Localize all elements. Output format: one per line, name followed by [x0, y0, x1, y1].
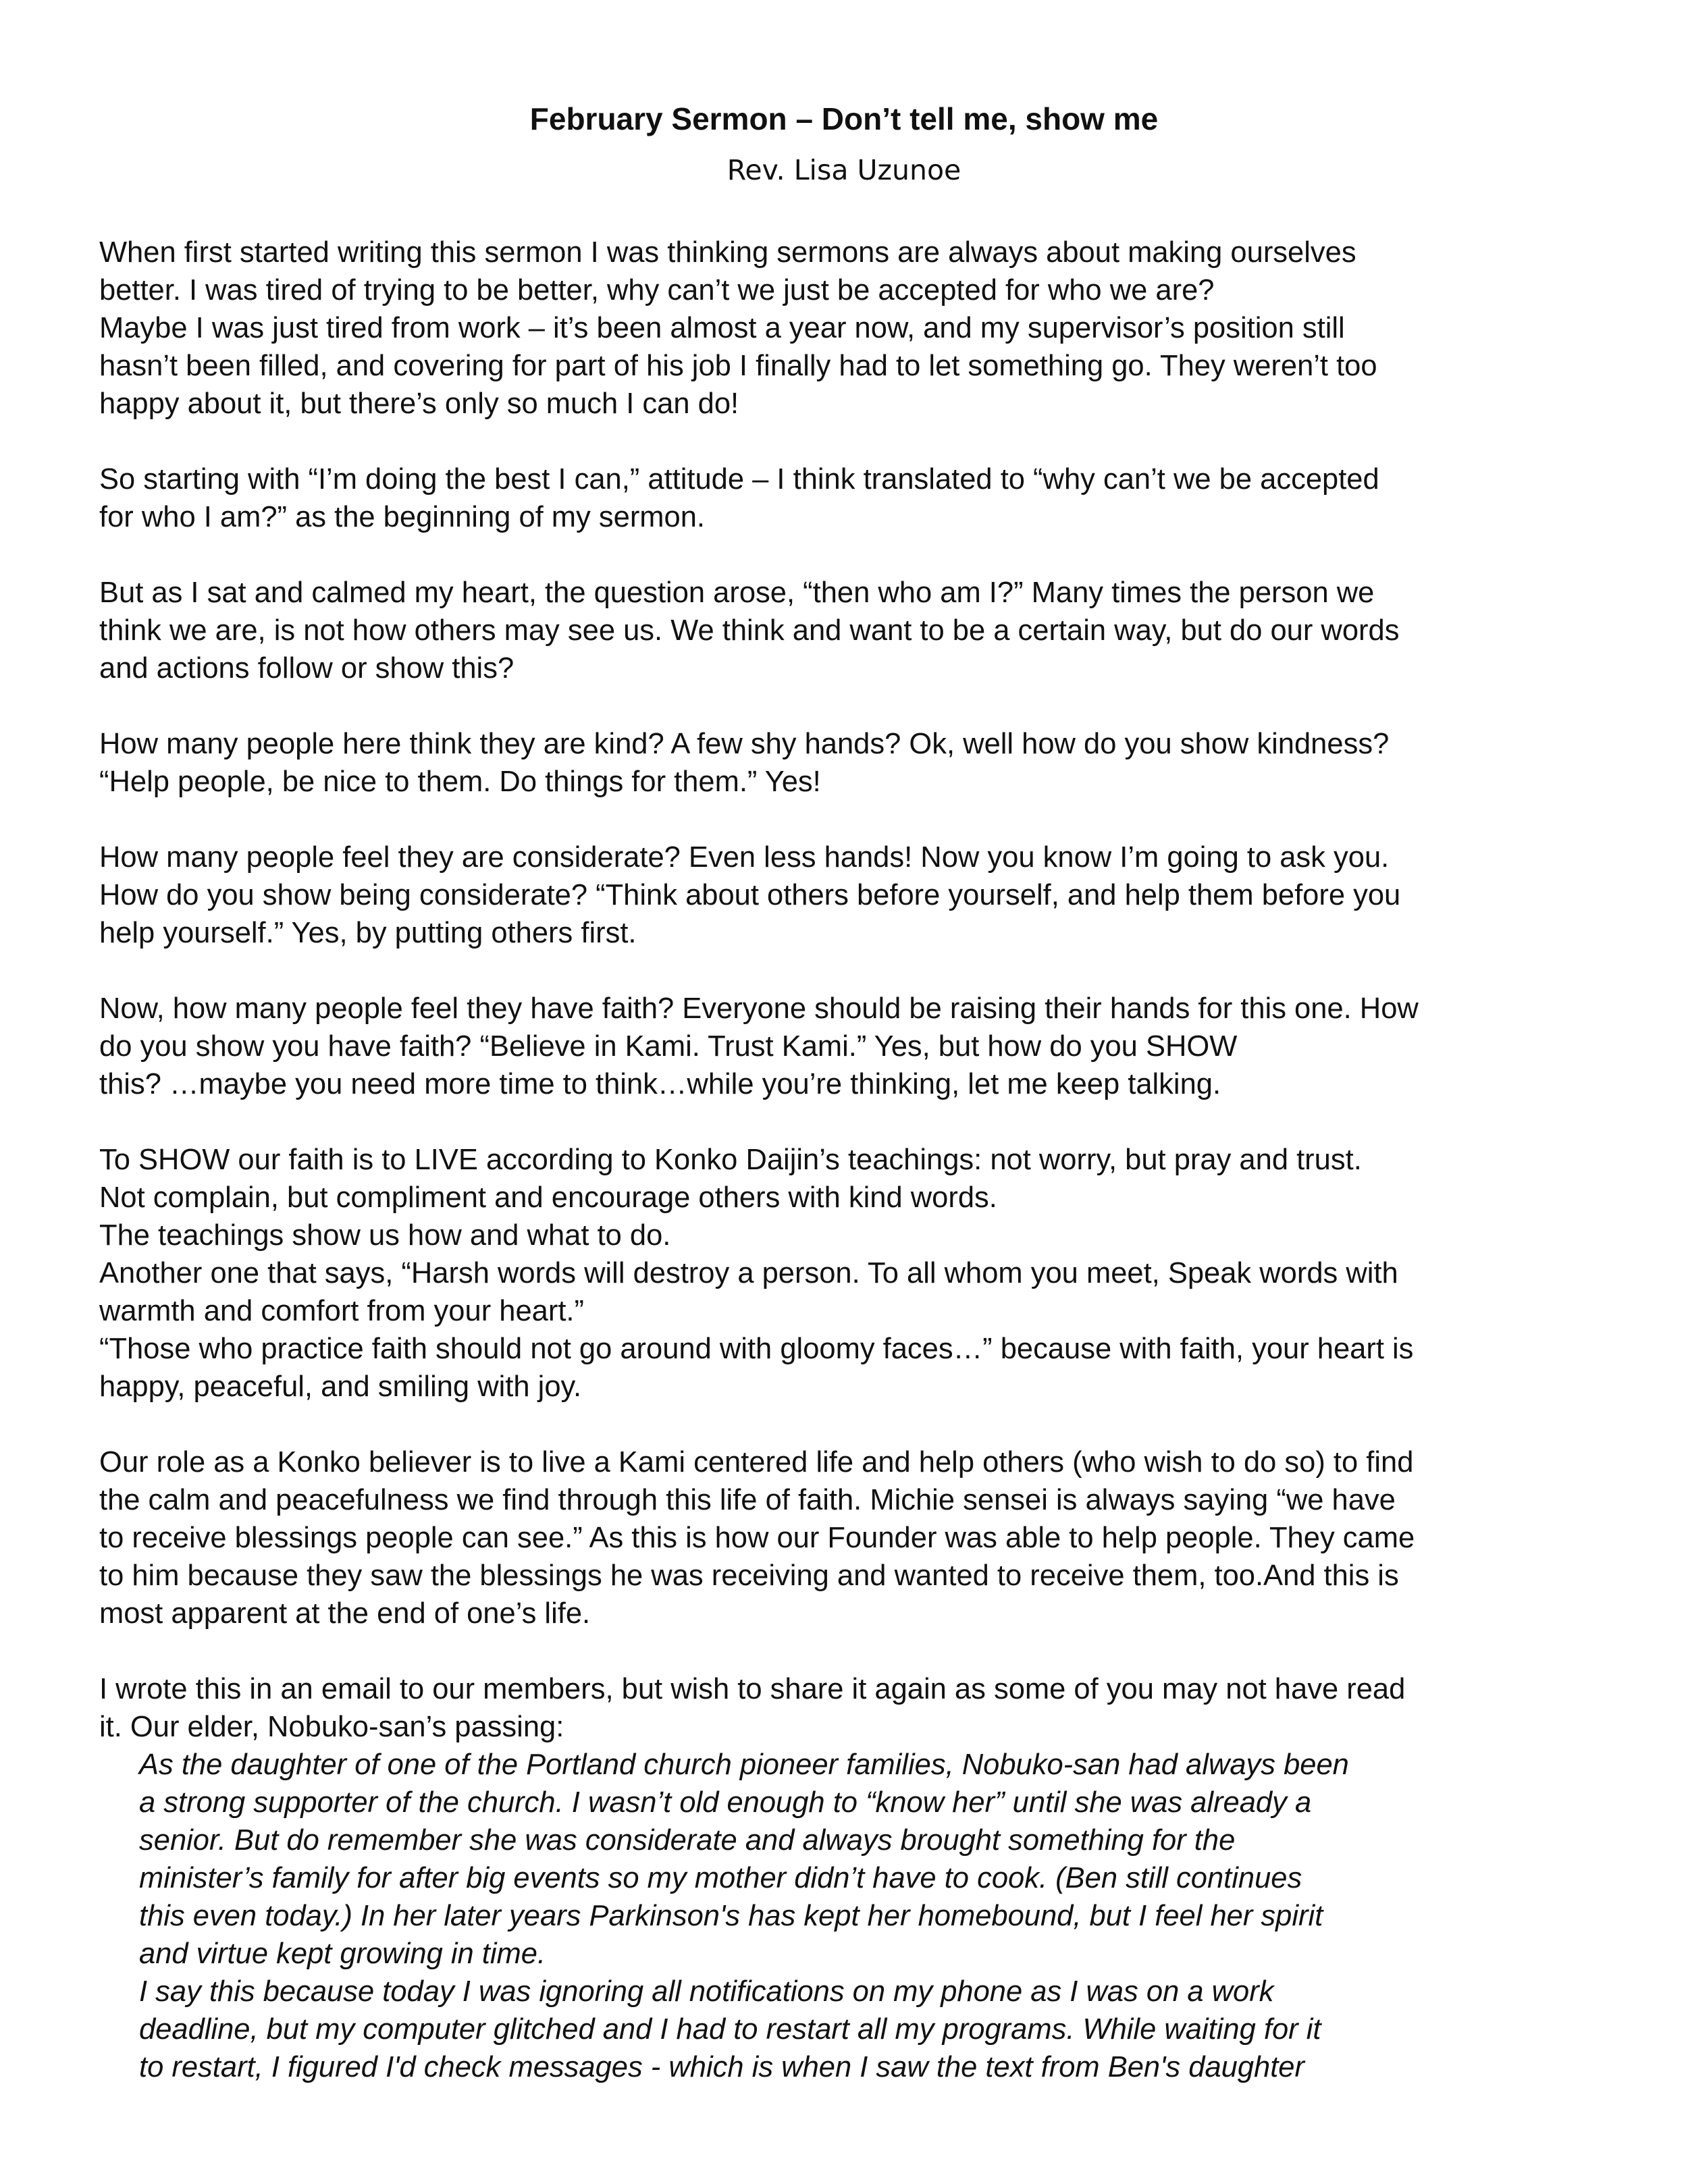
text-line: So starting with “I’m doing the best I can,” attitude – I think translated to “why can’t we be accepted	[99, 463, 1379, 496]
text-line: and actions follow or show this?	[99, 652, 515, 685]
text-line: do you show you have faith? “Believe in Kami. Trust Kami.” Yes, but how do you SHOW	[99, 1030, 1238, 1063]
text-line: How many people feel they are considerate? Even less hands! Now you know I’m going to ask you.	[99, 841, 1390, 874]
quote-line: As the daughter of one of the Portland church pioneer families, Nobuko-san had always been	[139, 1749, 1349, 1781]
quote-line: a strong supporter of the church. I wasn’t old enough to “know her” until she was already a	[139, 1786, 1312, 1819]
paragraph	[99, 838, 1612, 952]
text-line: happy about it, but there’s only so much I can do!	[99, 388, 739, 420]
paragraph	[99, 725, 1612, 801]
text-line: Not complain, but compliment and encourage others with kind words.	[99, 1181, 997, 1214]
text-line: help yourself.” Yes, by putting others first.	[99, 917, 637, 949]
paragraph	[99, 990, 1612, 1103]
paragraph	[99, 1141, 1612, 1406]
text-line: Another one that says, “Harsh words will destroy a person. To all whom you meet, Speak words with	[99, 1257, 1398, 1289]
paragraph	[99, 1670, 1612, 1746]
text-line: Maybe I was just tired from work – it’s been almost a year now, and my supervisor’s position still	[99, 312, 1345, 344]
paragraph	[99, 574, 1612, 687]
paragraph	[99, 234, 1612, 423]
text-line: the calm and peacefulness we find through this life of faith. Michie sensei is always saying “we have	[99, 1484, 1396, 1516]
author-name: Rev. Lisa Uzunoe	[727, 154, 961, 186]
text-line: it. Our elder, Nobuko-san’s passing:	[99, 1711, 564, 1743]
quote-line: to restart, I figured I'd check messages - which is when I saw the text from Ben's daughter	[139, 2051, 1304, 2083]
text-line: to him because they saw the blessings he was receiving and wanted to receive them, too.And this is	[99, 1560, 1399, 1592]
text-line: most apparent at the end of one’s life.	[99, 1597, 591, 1630]
text-line: think we are, is not how others may see us. We think and want to be a certain way, but do our words	[99, 614, 1400, 647]
text-line: Our role as a Konko believer is to live a Kami centered life and help others (who wish to do so) to find	[99, 1446, 1414, 1479]
text-line: “Help people, be nice to them. Do things for them.” Yes!	[99, 766, 821, 798]
text-line: The teachings show us how and what to do.	[99, 1219, 671, 1252]
paragraph	[99, 460, 1612, 536]
text-line: But as I sat and calmed my heart, the question arose, “then who am I?” Many times the person we	[99, 577, 1375, 609]
quote-line: senior. But do remember she was considerate and always brought something for the	[139, 1824, 1236, 1857]
paragraph	[99, 1443, 1612, 1632]
text-line: How many people here think they are kind? A few shy hands? Ok, well how do you show kindness?	[99, 728, 1390, 760]
page-title: February Sermon – Don’t tell me, show me	[529, 101, 1159, 136]
text-line: happy, peaceful, and smiling with joy.	[99, 1370, 582, 1403]
text-line: When first started writing this sermon I was thinking sermons are always about making ourselves	[99, 236, 1356, 269]
quote-line: I say this because today I was ignoring all notifications on my phone as I was on a work	[139, 1975, 1274, 2008]
quote-line: and virtue kept growing in time.	[139, 1938, 546, 1970]
sermon-body	[99, 234, 1612, 2086]
text-line: To SHOW our faith is to LIVE according to Konko Daijin’s teachings: not worry, but pray and trust.	[99, 1144, 1362, 1176]
text-line: “Those who practice faith should not go around with gloomy faces…” because with faith, your heart is	[99, 1333, 1414, 1365]
text-line: better. I was tired of trying to be better, why can’t we just be accepted for who we are?	[99, 274, 1215, 307]
quote-line: this even today.) In her later years Parkinson's has kept her homebound, but I feel her spirit	[139, 1900, 1323, 1932]
text-line: this? …maybe you need more time to think…while you’re thinking, let me keep talking.	[99, 1068, 1221, 1100]
quoted-email	[139, 1746, 1612, 2086]
quote-line: minister’s family for after big events so my mother didn’t have to cook. (Ben still continues	[139, 1862, 1302, 1894]
text-line: warmth and comfort from your heart.”	[99, 1295, 584, 1327]
text-line: for who I am?” as the beginning of my sermon.	[99, 501, 706, 533]
text-line: Now, how many people feel they have faith? Everyone should be raising their hands for this one. How	[99, 992, 1419, 1025]
text-line: How do you show being considerate? “Think about others before yourself, and help them before you	[99, 879, 1401, 911]
text-line: I wrote this in an email to our members, but wish to share it again as some of you may not have read	[99, 1673, 1406, 1705]
text-line: to receive blessings people can see.” As this is how our Founder was able to help people. They came	[99, 1522, 1415, 1554]
quote-line: deadline, but my computer glitched and I had to restart all my programs. While waiting for it	[139, 2013, 1321, 2046]
text-line: hasn’t been filled, and covering for part of his job I finally had to let something go. They weren’t too	[99, 350, 1377, 382]
